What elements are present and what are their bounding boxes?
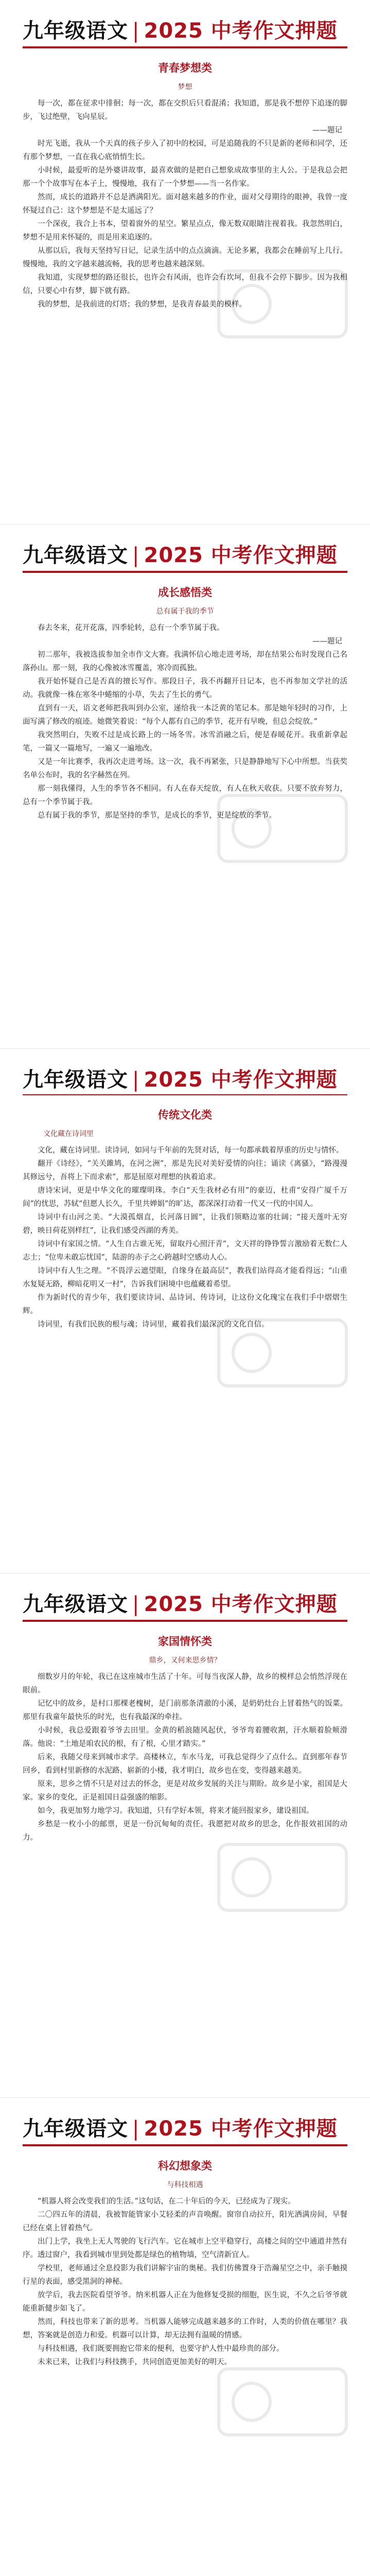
essay-signature: ——题记 <box>312 126 342 134</box>
essay-paragraph: 翻开《诗经》，“关关雎鸠，在河之洲”，那是先民对美好爱情的向往；诵读《离骚》，“路漫漫其修远兮，吾将上下而求索”，那是屈原对理想的执着追求。 <box>23 1160 347 1181</box>
banner-subtitle: 中考作文押题 <box>210 19 338 43</box>
category-title: 家国情怀类 <box>158 1635 212 1648</box>
banner-year: 2025 <box>144 1068 203 1092</box>
essay-paragraph: 我知道，实现梦想的路还很长，也许会有风雨，也许会有坎坷，但我不会停下脚步。因为我相信，只要心中有梦，脚下就有路。 <box>23 274 347 295</box>
category-title: 成长感悟类 <box>158 586 212 599</box>
essay-paragraph: 春去冬来，花开花落，四季轮转，总有一个季节属于我。 <box>38 624 224 632</box>
page-banner <box>23 1591 347 1618</box>
banner-rule <box>23 1094 347 1095</box>
essay-paragraph: 作为新时代的青少年，我们要读诗词、品诗词、传诗词，让这份文化瑰宝在我们手中熠熠生辉。 <box>23 1294 347 1315</box>
page-1 <box>0 0 370 524</box>
banner-rule <box>23 571 347 573</box>
essay-body <box>23 621 347 822</box>
essay-paragraph: 出门上学，我坐上无人驾驶的飞行汽车。它在城市上空平稳穿行，高楼之间的空中通道井然有序。透过窗户，我看到城市里到处都是绿色的植物墙，空气清新宜人。 <box>23 2238 347 2259</box>
essay-paragraph: 文化，藏在诗词里。读诗词，如同与千年前的先贤对话，每一句都承载着厚重的历史与情怀。 <box>38 1146 344 1155</box>
banner-subtitle: 中考作文押题 <box>210 544 338 567</box>
page-banner <box>23 18 347 44</box>
essay-signature: ——题记 <box>312 637 342 646</box>
essay-paragraph: 未来已来，让我们与科技携手，共同创造更加美好的明天。 <box>38 2358 232 2366</box>
banner-rule <box>23 2144 347 2146</box>
essay-paragraph: 我突然明白，失败不过是成长路上的一场冬雪。冰雪消融之后，便是春暖花开。我重新拿起笔，一篇又一篇地写，一遍又一遍地改。 <box>23 731 347 753</box>
essay-paragraph: 如今，我更加努力地学习。我知道，只有学好本领，将来才能回报家乡，建设祖国。 <box>38 1807 314 1815</box>
banner-year: 2025 <box>144 1592 203 1616</box>
essay-paragraph: 二〇四五年的清晨，我被智能管家小艾轻柔的声音唤醒。窗帘自动拉开，阳光洒满房间，早餐已经在桌上冒着热气。 <box>23 2211 347 2232</box>
essay-paragraph: 直到有一天，语文老师把我叫到办公室，递给我一本泛黄的笔记本。那是她年轻时的习作，上面写满了修改的痕迹。她微笑着说：“每个人都有自己的季节，花开有早晚，但总会绽放。” <box>23 704 347 726</box>
essay-paragraph: 每一次，都在征求中徘徊；每一次，都在交织后只看混淆；我知道，那是我不想停下追逐的脚步，飞过绝壁，飞向星辰。 <box>23 99 347 121</box>
essay-paragraph: 与科技相遇，我们既要拥抱它带来的便利，也要守护人性中最珍贵的部分。 <box>38 2345 284 2353</box>
essay-paragraph: 从那以后，我每天坚持写日记，记录生活中的点点滴滴。无论多累，我都会在睡前写上几行。慢慢地，我的文字越来越流畅，我的思考也越来越深刻。 <box>23 247 347 268</box>
page-banner <box>23 1066 347 1093</box>
essay-paragraph: 又是一年比赛季，我再次走进考场。这一次，我不再紧张，只是静静地写下心中所想。当获奖名单公布时，我的名字赫然在列。 <box>23 758 347 779</box>
category-title: 传统文化类 <box>158 1109 212 1121</box>
banner-subtitle: 中考作文押题 <box>210 1068 338 1092</box>
banner-separator: | <box>132 1592 140 1616</box>
essay-paragraph: 后来，我随父母来到城市求学。高楼林立，车水马龙，可我总觉得少了点什么。直到那年春节回乡，看到村里新修的水泥路、崭新的小楼，我才明白，故乡也在变，变得越来越美。 <box>23 1753 347 1775</box>
essay-paragraph: 然而，科技也带来了新的思考。当机器人能够完成越来越多的工作时，人类的价值在哪里？我想，答案就是创造力和爱。机器可以计算，却无法拥有温暖的情感。 <box>23 2318 347 2340</box>
essay-paragraph: 我的梦想，是我前进的灯塔；我的梦想，是我青春最美的模样。 <box>38 300 246 309</box>
essay-paragraph: 总有属于我的季节，那是坚持的季节，是成长的季节，更是绽放的季节。 <box>38 811 276 820</box>
category-title: 青春梦想类 <box>158 62 212 74</box>
watermark-stamp <box>216 2366 349 2438</box>
banner-grade: 九年级语文 <box>23 1068 128 1092</box>
banner-separator: | <box>132 1068 140 1092</box>
page-banner <box>23 542 347 569</box>
essay-paragraph: 诗词里，有我们民族的根与魂；诗词里，藏着我们最深沉的文化自信。 <box>38 1320 269 1329</box>
essay-title: 梦想 <box>178 83 192 91</box>
essay-paragraph: 诗词中有人生之理。“不畏浮云遮望眼，自缘身在最高层”，教我们站得高才能看得远；“山重水复疑无路，柳暗花明又一村”，告诉我们困境中也蕴藏着希望。 <box>23 1267 347 1289</box>
essay-body <box>23 2195 347 2369</box>
essay-paragraph: 小时候，最爱听的是外婆讲故事，最喜欢做的是把自己想象成故事里的主人公。于是我总会把那一个个故事写在本子上，慢慢地，我有了一个梦想——当一名作家。 <box>23 166 347 188</box>
essay-body <box>23 97 347 311</box>
essay-paragraph: 唐诗宋词，更是中华文化的璀璨明珠。李白“天生我材必有用”的豪迈，杜甫“安得广厦千万间”的忧思，苏轼“但愿人长久，千里共婵娟”的旷达，都深深打动着一代又一代的中国人。 <box>23 1187 347 1208</box>
banner-grade: 九年级语文 <box>23 2117 128 2141</box>
banner-year: 2025 <box>144 19 203 43</box>
essay-body <box>23 1670 347 1844</box>
essay-paragraph: 然而，成长的道路并不总是洒满阳光。面对越来越多的作业，面对父母期待的眼神，我曾一度怀疑过自己：这个梦想是不是太遥远了？ <box>23 193 347 215</box>
essay-title: 与科技相遇 <box>167 2181 203 2189</box>
page-5 <box>0 2098 370 2576</box>
page-3 <box>0 1049 370 1573</box>
watermark-stamp <box>216 1841 349 1913</box>
essay-paragraph: 原来，思乡之情不只是对过去的怀念，更是对故乡发展的关注与期盼。故乡是小家，祖国是大家。家乡的变化，正是祖国日益强盛的缩影。 <box>23 1780 347 1802</box>
essay-title: 鼎乡，又何来思乡情？ <box>149 1656 221 1665</box>
essay-paragraph: 记忆中的故乡，是村口那棵老槐树，是门前那条清澈的小溪，是奶奶灶台上冒着热气的饭菜。那里有我童年最快乐的时光，也有我最深的牵挂。 <box>23 1700 347 1721</box>
banner-grade: 九年级语文 <box>23 19 128 43</box>
banner-year: 2025 <box>144 544 203 567</box>
page-banner <box>23 2115 347 2142</box>
banner-subtitle: 中考作文押题 <box>210 2117 338 2141</box>
essay-paragraph: 乡愁是一枚小小的邮票，更是一份沉甸甸的责任。我愿把对故乡的思念，化作报效祖国的动力。 <box>23 1820 347 1842</box>
banner-year: 2025 <box>144 2117 203 2141</box>
essay-paragraph: 细数岁月的年轮，我已在这座城市生活了十年。可每当夜深人静，故乡的模样总会悄然浮现在眼前。 <box>23 1673 347 1694</box>
essay-paragraph: 诗词中有山河之美。“大漠孤烟直，长河落日圆”，让我们领略边塞的壮阔；“接天莲叶无穷碧，映日荷花别样红”，让我们感受西湖的秀美。 <box>23 1213 347 1235</box>
banner-subtitle: 中考作文押题 <box>210 1592 338 1616</box>
banner-rule <box>23 1620 347 1622</box>
essay-paragraph: 一个深夜，我合上书本，望着窗外的星空。繁星点点，像无数双眼睛注视着我。我忽然明白，梦想不是用来怀疑的，而是用来追逐的。 <box>23 220 347 242</box>
essay-paragraph: 那一刻我懂得，人生的季节各不相同。有人在春天绽放，有人在秋天收获。只要不放弃努力，总有一个季节属于我。 <box>23 785 347 806</box>
essay-paragraph: 初二那年，我被选拔参加全市作文大赛。我满怀信心地走进考场，却在结果公布时发现自己名落孙山。那一刻，我的心像被冰雪覆盖，寒冷而孤独。 <box>23 651 347 672</box>
essay-paragraph: “机器人将会改变我们的生活。”这句话，在二十年后的今天，已经成为了现实。 <box>38 2197 295 2206</box>
essay-paragraph: 诗词中有家国之情。“人生自古谁无死，留取丹心照汗青”，文天祥的铮铮誓言激励着无数仁人志士；“位卑未敢忘忧国”，陆游的赤子之心跨越时空感动人心。 <box>23 1240 347 1262</box>
banner-grade: 九年级语文 <box>23 544 128 567</box>
banner-separator: | <box>132 19 140 43</box>
banner-separator: | <box>132 2117 140 2141</box>
essay-paragraph: 时光飞逝，我从一个天真的孩子步入了初中的校园，可是追随我的不只是新的老师和同学，还有那个梦想，一直在我心底悄悄生长。 <box>23 140 347 161</box>
essay-paragraph: 我开始怀疑自己是否真的擅长写作。那段日子，我不再翻开日记本，也不再参加文学社的活动。我就像一株在寒冬中蜷缩的小草，失去了生长的勇气。 <box>23 677 347 699</box>
banner-grade: 九年级语文 <box>23 1592 128 1616</box>
essay-title: 文化藏在诗词里 <box>43 1130 94 1138</box>
essay-paragraph: 学校里，老师通过全息投影为我们讲解宇宙的奥秘。我们仿佛置身于浩瀚星空之中，亲手触摸行星的表面，感受黑洞的神秘。 <box>23 2264 347 2286</box>
essay-paragraph: 小时候，我总爱跟着爷爷去田里。金黄的稻浪随风起伏，爷爷弯着腰收割，汗水顺着脸颊滑落。他说：“土地是咱农民的根，有了根，心里才踏实。” <box>23 1726 347 1748</box>
category-title: 科幻想象类 <box>158 2160 212 2172</box>
page-2 <box>0 524 370 1049</box>
page-4 <box>0 1573 370 2098</box>
banner-rule <box>23 46 347 48</box>
essay-paragraph: 放学后，我去医院看望爷爷。纳米机器人正在为他修复受损的细胞，医生说，不久之后爷爷就能重新健步如飞了。 <box>23 2291 347 2313</box>
essay-title: 总有属于我的季节 <box>156 607 214 616</box>
essay-body <box>23 1144 347 1331</box>
banner-separator: | <box>132 544 140 567</box>
